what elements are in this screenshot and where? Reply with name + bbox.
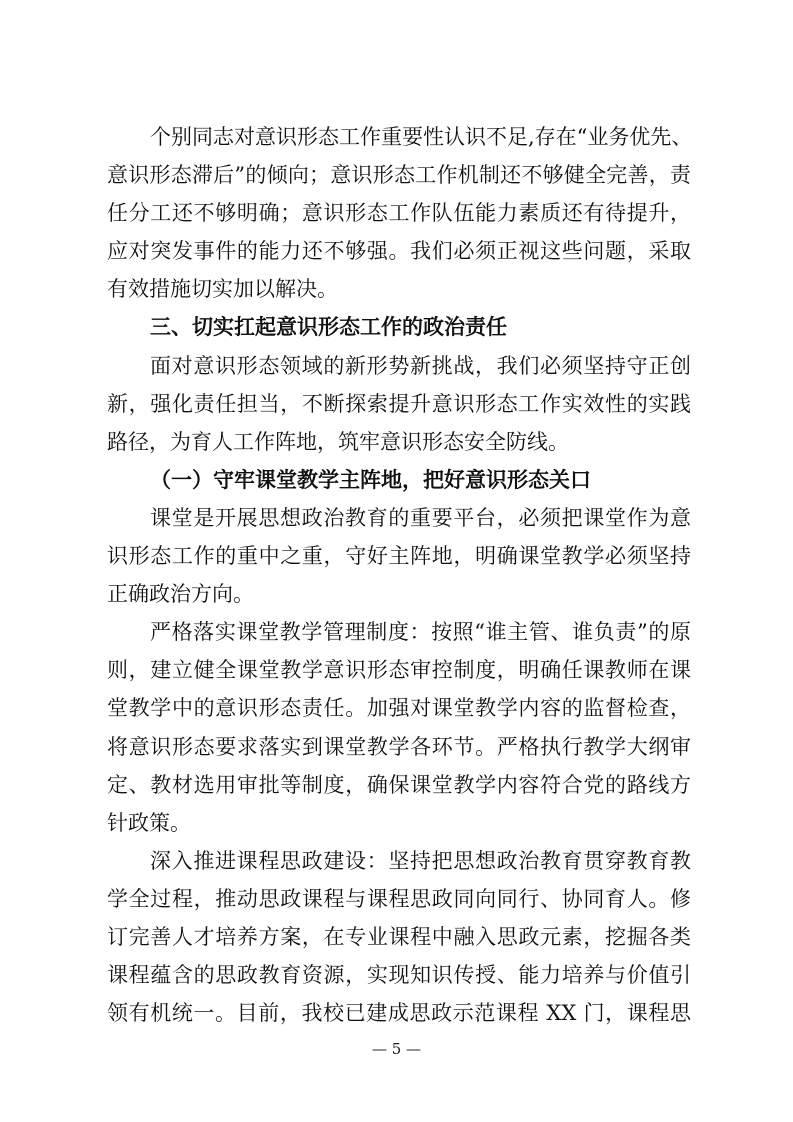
text-line: 面对意识形态领域的新形势新挑战，我们必须坚持守正创: [150, 353, 691, 378]
document-body: [107, 118, 691, 1032]
subheading: [107, 461, 691, 499]
heading: [107, 308, 691, 346]
text-line: 应对突发事件的能力还不够强。我们必须正视这些问题，采取: [107, 239, 691, 264]
text-line: 任分工还不够明确；意识形态工作队伍能力素质还有待提升，: [107, 201, 691, 226]
text-line: 堂教学中的意识形态责任。加强对课堂教学内容的监督检查，: [107, 696, 691, 721]
page-number: — 5 —: [371, 1040, 422, 1058]
text-line: 个别同志对意识形态工作重要性认识不足,存在“业务优先、: [150, 125, 693, 149]
text-line: 三、切实扛起意识形态工作的政治责任: [150, 314, 507, 340]
text-line: 则，建立健全课堂教学意识形态审控制度，明确任课教师在课: [107, 658, 691, 683]
paragraph: [107, 842, 691, 1032]
text-line: 有效措施切实加以解决。: [107, 277, 338, 302]
text-line: 新，强化责任担当，不断探索提升意识形态工作实效性的实践: [107, 391, 691, 416]
text-line: 领有机统一。目前，我校已建成思政示范课程 XX 门，课程思: [107, 1001, 691, 1026]
text-line: 路径，为育人工作阵地，筑牢意识形态安全防线。: [107, 429, 569, 454]
text-line: 将意识形态要求落实到课堂教学各环节。严格执行教学大纲审: [107, 734, 691, 759]
text-line: （一）守牢课堂教学主阵地，把好意识形态关口: [150, 466, 591, 492]
paragraph: [107, 347, 691, 461]
text-line: 针政策。: [107, 810, 191, 835]
paragraph: [107, 499, 691, 613]
text-line: 定、教材选用审批等制度，确保课堂教学内容符合党的路线方: [107, 772, 691, 797]
text-line: 意识形态滞后”的倾向；意识形态工作机制还不够健全完善，责: [107, 163, 691, 188]
text-line: 课堂是开展思想政治教育的重要平台，必须把课堂作为意: [150, 505, 691, 530]
text-line: 学全过程，推动思政课程与课程思政同向同行、协同育人。修: [107, 886, 691, 911]
text-line: 订完善人才培养方案，在专业课程中融入思政元素，挖掘各类: [107, 924, 691, 949]
text-line: 严格落实课堂教学管理制度：按照“谁主管、谁负责”的原: [150, 620, 691, 645]
text-line: 识形态工作的重中之重，守好主阵地，明确课堂教学必须坚持: [107, 544, 691, 569]
paragraph: [107, 118, 691, 308]
text-line: 课程蕴含的思政教育资源，实现知识传授、能力培养与价值引: [107, 963, 691, 988]
text-line: 正确政治方向。: [107, 582, 254, 607]
paragraph: [107, 613, 691, 842]
text-line: 深入推进课程思政建设：坚持把思想政治教育贯穿教育教: [150, 848, 691, 873]
